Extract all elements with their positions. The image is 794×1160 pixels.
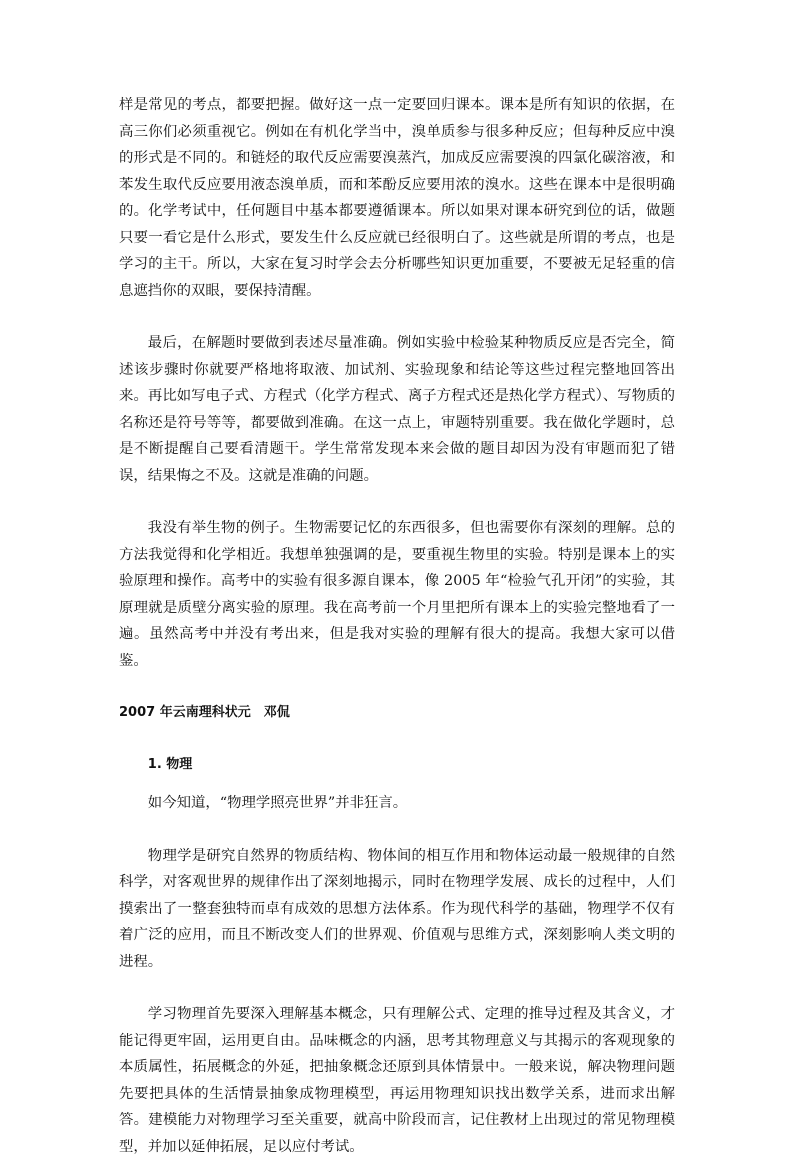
document-page (119, 92, 675, 1160)
subsection-heading-physics: 1. 物理 (147, 757, 193, 772)
paragraph-physics-quote: 如今知道，“物理学照亮世界”并非狂言。 (147, 795, 408, 811)
paragraph-physics-definition: 物理学是研究自然界的物质结构、物体间的相互作用和物体运动最一般规律的自然科学，对客观世界的规律作出了深刻地揭示，同时在物理学发展、成长的过程中，人们摸索出了一整套独特而卓有成效的思想方法体系。作为现代科学的基础，物理学不仅有着广泛的应用，而且不断改变人们的世界观、价值观与思维方式，深刻影响人类文明的进程。 (119, 847, 675, 970)
paragraph-biology: 我没有举生物的例子。生物需要记忆的东西很多，但也需要你有深刻的理解。总的方法我觉得和化学相近。我想单独强调的是，要重视生物里的实验。特别是课本上的实验原理和操作。高考中的实验有很多源自课本，像 2005 年“检验气孔开闭”的实验，其原理就是质壁分离实验的原理。我在高考前一个月里把所有课本上的实验完整地看了一遍。虽然高考中并没有考出来，但是我对实验的理解有很大的提高。我想大家可以借鉴。 (119, 520, 675, 669)
section-heading: 2007 年云南理科状元 邓侃 (119, 705, 290, 720)
paragraph-chemistry-accuracy: 最后，在解题时要做到表述尽量准确。例如实验中检验某种物质反应是否完全，简述该步骤时你就要严格地将取液、加试剂、实验现象和结论等这些过程完整地回答出来。再比如写电子式、方程式（化学方程式、离子方程式还是热化学方程式）、写物质的名称还是符号等等，都要做到准确。在这一点上，审题特别重要。我在做化学题时，总是不断提醒自己要看清题干。学生常常发现本来会做的题目却因为没有审题而犯了错误，结果悔之不及。这就是准确的问题。 (119, 335, 675, 484)
paragraph-chemistry-textbook: 样是常见的考点，都要把握。做好这一点一定要回归课本。课本是所有知识的依据，在高三你们必须重视它。例如在有机化学当中，溴单质参与很多种反应；但每种反应中溴的形式是不同的。和链烃的取代反应需要溴蒸汽，加成反应需要溴的四氯化碳溶液，和苯发生取代反应要用液态溴单质，而和苯酚反应要用浓的溴水。这些在课本中是很明确的。化学考试中，任何题目中基本都要遵循课本。所以如果对课本研究到位的话，做题只要一看它是什么形式，要发生什么反应就已经很明白了。这些就是所谓的考点，也是学习的主干。所以，大家在复习时学会去分析哪些知识更加重要，不要被无足轻重的信息遮挡你的双眼，要保持清醒。 (119, 97, 675, 299)
paragraph-physics-concepts: 学习物理首先要深入理解基本概念，只有理解公式、定理的推导过程及其含义，才能记得更牢固，运用更自由。品味概念的内涵，思考其物理意义与其揭示的客观现象的本质属性，拓展概念的外延，把抽象概念还原到具体情景中。一般来说，解决物理问题先要把具体的生活情景抽象成物理模型，再运用物理知识找出数学关系，进而求出解答。建模能力对物理学习至关重要，就高中阶段而言，记住教材上出现过的常见物理模型，并加以延伸拓展，足以应付考试。 (119, 1006, 675, 1155)
